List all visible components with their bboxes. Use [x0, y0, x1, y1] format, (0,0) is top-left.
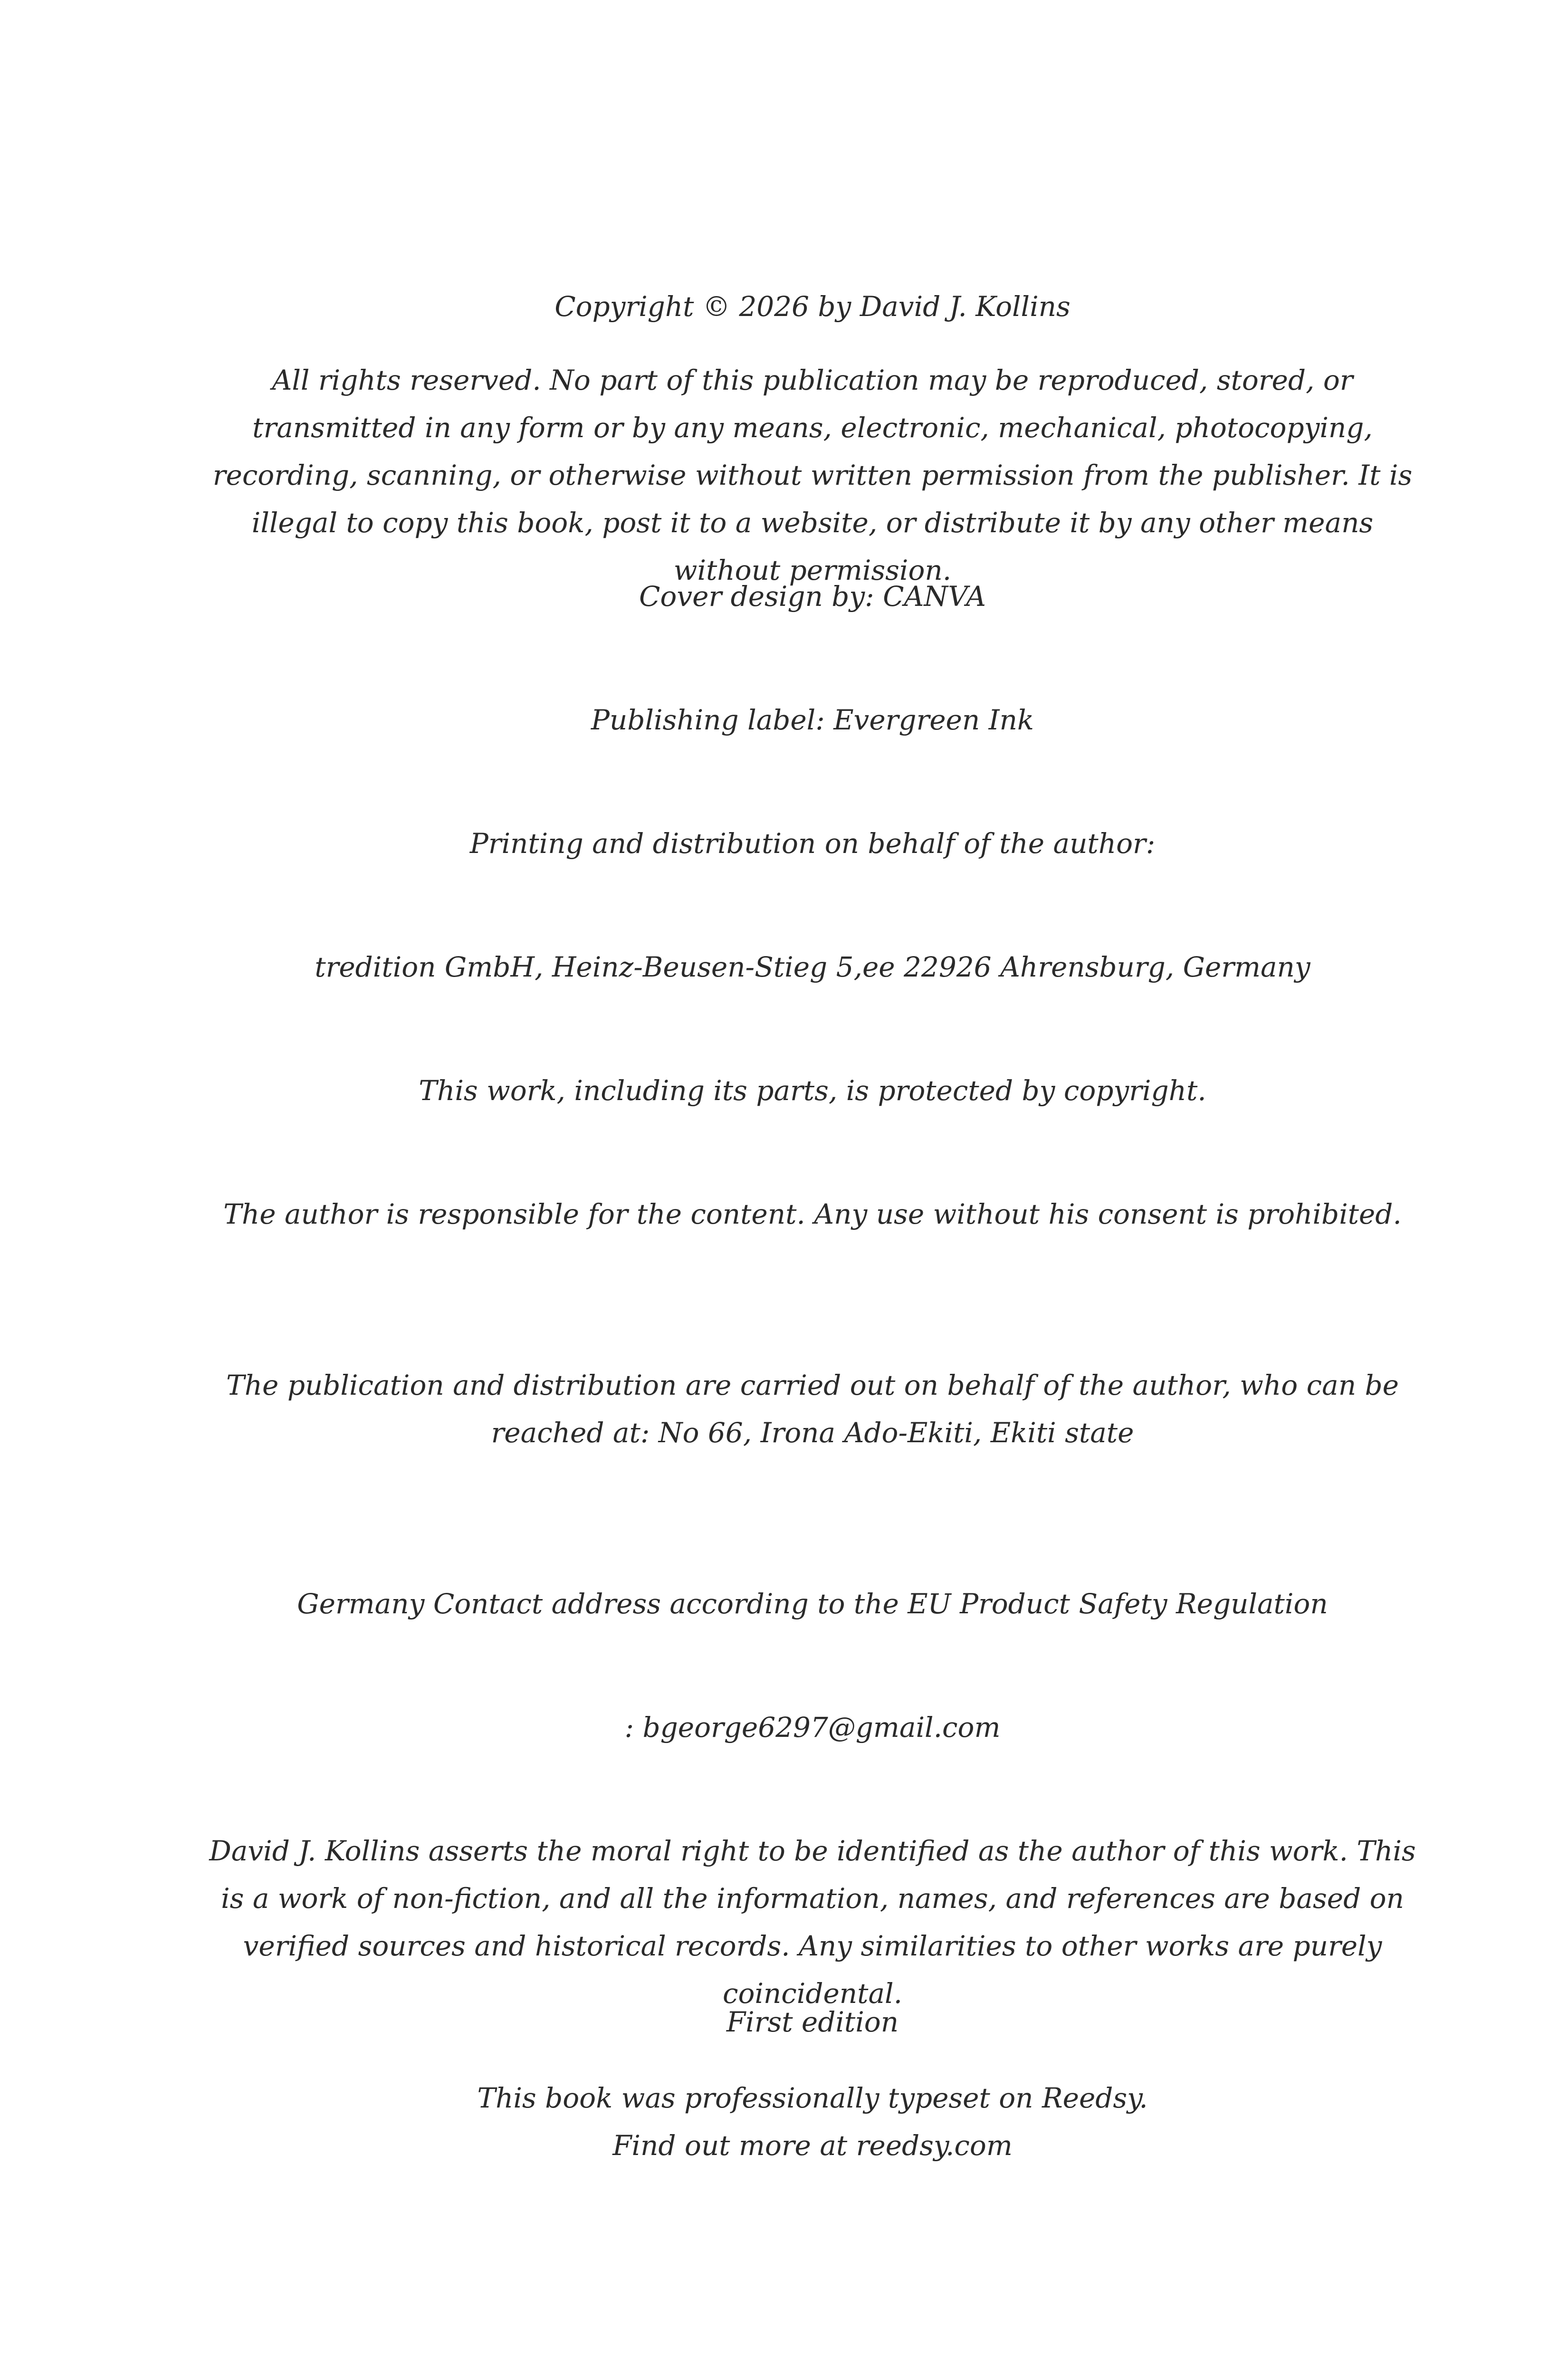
rights-reserved-paragraph: All rights reserved. No part of this publication may be reproduced, stored, or transmitted in any form or by any means, electronic, mechanical, photocopying, recording, scanning, or otherwise without written permission from the publisher. It is illegal to copy this book, post it to a website, or distribute it by any other means without permission.	[212, 364, 1413, 586]
copyright-line: Copyright © 2026 by David J. Kollins	[555, 290, 1071, 323]
edition-note: First edition	[726, 2006, 899, 2038]
publication-contact-paragraph: The publication and distribution are carried out on behalf of the author, who can be reached at: No 66, Irona Ado-Ekiti, Ekiti state	[226, 1369, 1399, 1449]
publishing-label: Publishing label: Evergreen Ink	[591, 704, 1034, 736]
typeset-line-1: This book was professionally typeset on Reedsy.	[477, 2082, 1148, 2114]
printing-distribution-note: Printing and distribution on behalf of the author:	[469, 827, 1156, 860]
author-responsibility-note: The author is responsible for the content. Any use without his consent is prohibited.	[223, 1198, 1402, 1230]
eu-contact-heading: Germany Contact address according to the EU Product Safety Regulation	[297, 1588, 1328, 1620]
cover-design-credit: Cover design by: CANVA	[639, 580, 986, 613]
contact-email: : bgeorge6297@gmail.com	[624, 1711, 1001, 1744]
copyright-protection-note: This work, including its parts, is protected by copyright.	[419, 1074, 1206, 1107]
typeset-line-2: Find out more at reedsy.com	[612, 2129, 1013, 2162]
typeset-note	[209, 2074, 1416, 2169]
moral-right-paragraph: David J. Kollins asserts the moral right to be identified as the author of this work. This is a work of non-fiction, and all the information, names, and references are based on verified sources and historical records. Any similarities to other works are purely coincidental.	[209, 1835, 1416, 2010]
printer-address: tredition GmbH, Heinz-Beusen-Stieg 5,ee 22926 Ahrensburg, Germany	[315, 951, 1310, 983]
